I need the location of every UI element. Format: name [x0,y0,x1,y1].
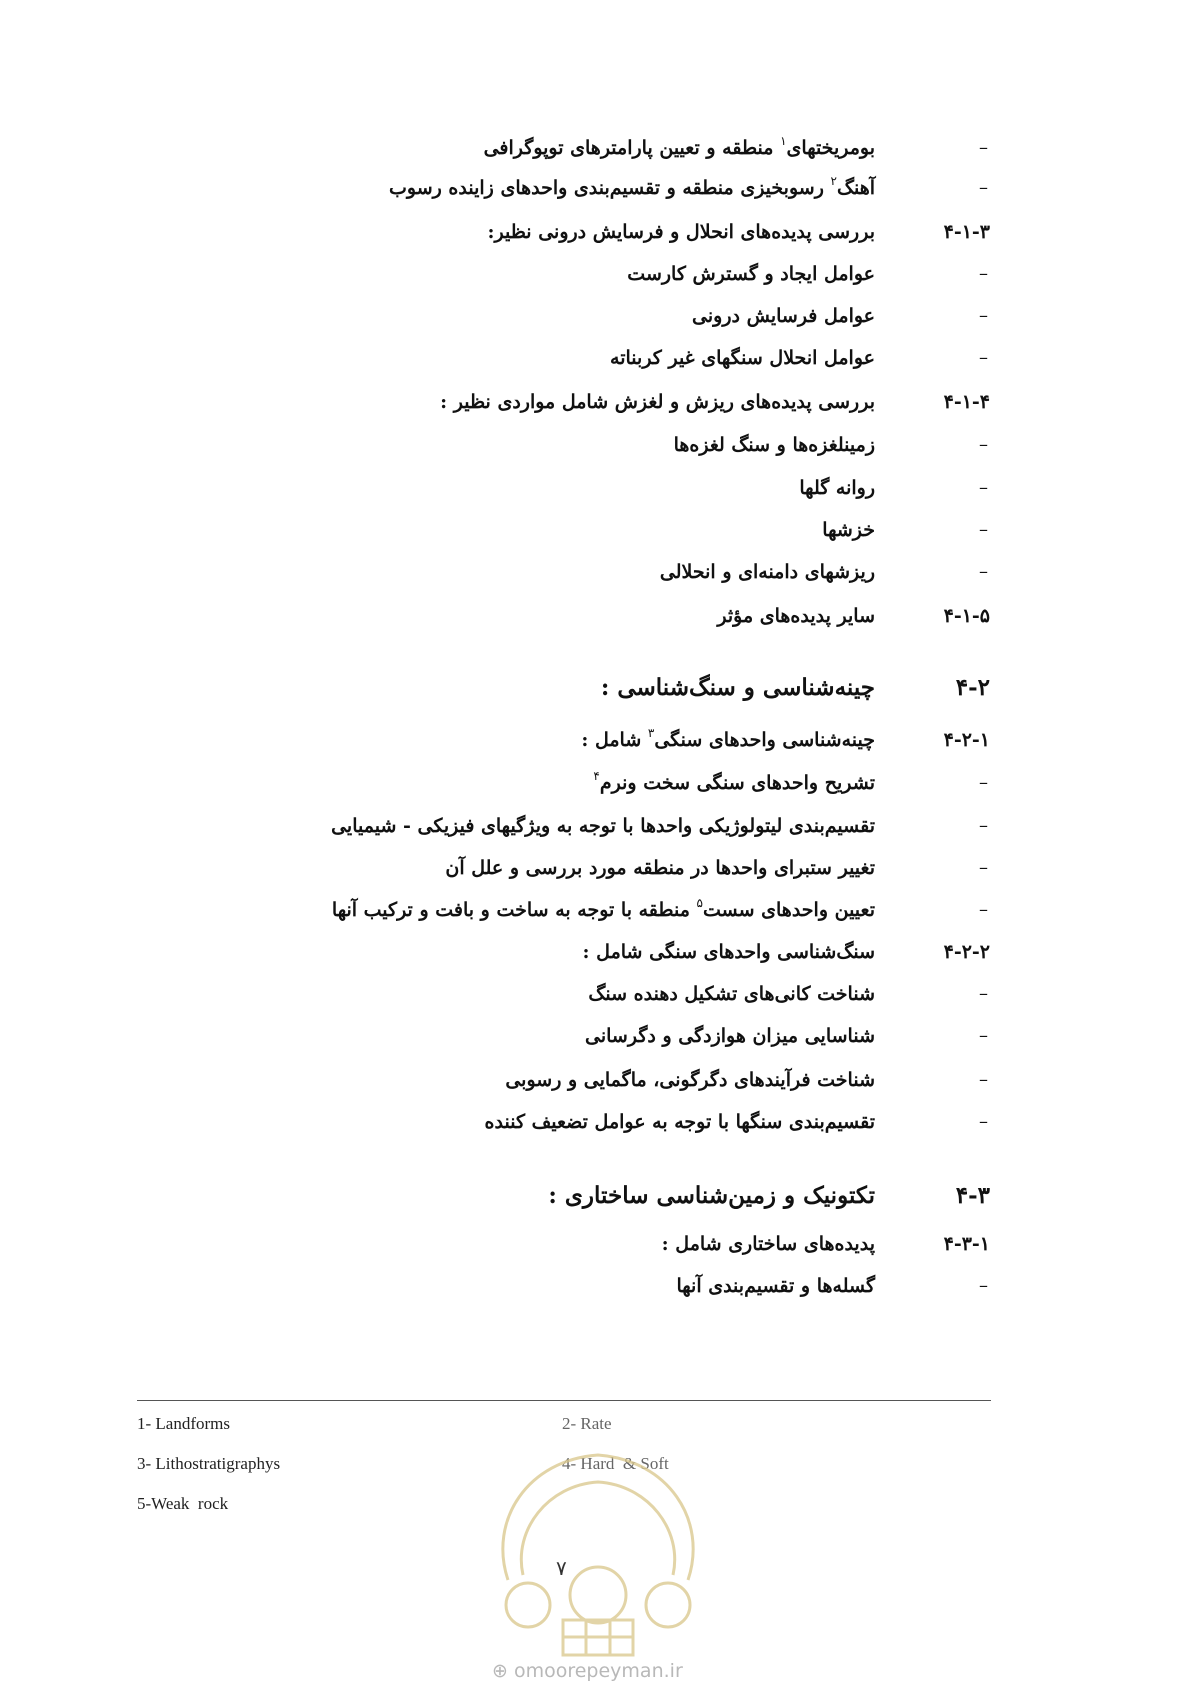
line-text [485,1104,875,1140]
bullet-item [0,470,1190,506]
footnote-1: 1- Landforms [137,1414,231,1433]
line-text-main: ریزشهای دامنه‌ای و انحلالی [659,561,875,583]
line-text-rest: منطقه با توجه به ساخت و بافت و ترکیب آنها [331,899,690,921]
footnote-ref: ۳ [647,726,655,740]
line-text-main: شناخت کانی‌های تشکیل دهنده سنگ [588,983,875,1005]
bullet-dash: – [979,177,988,198]
subsection-line [0,598,1190,634]
bullet-dash: – [979,899,988,920]
watermark-site [492,1660,683,1682]
line-text-main: عوامل ایجاد و گسترش کارست [627,263,875,285]
line-text-main: چینه‌شناسی و سنگ‌شناسی : [600,674,875,701]
section-number: ۴-۱-۳ [943,221,990,243]
bullet-item [0,1268,1190,1304]
footnote-5: 5-Weak rock [137,1494,229,1513]
bullet-dash: – [979,561,988,582]
bullet-dash: – [979,1111,988,1132]
line-text [717,598,875,634]
section-number: ۴-۱-۵ [943,605,990,627]
bullet-item [0,256,1190,292]
bullet-item [0,976,1190,1012]
bullet-dash: – [979,1025,988,1046]
line-text [548,1178,875,1214]
line-text [627,256,875,292]
line-text [389,170,875,206]
footnote-4: 4- Hard & Soft [562,1454,669,1473]
bullet-item [0,765,1190,801]
line-text [583,934,875,970]
footnote-2: 2- Rate [562,1414,612,1433]
globe-icon: ⊕ [492,1660,508,1682]
line-text [674,427,875,463]
line-text-rest: شامل : [581,729,642,751]
line-text-main: عوامل انحلال سنگهای غیر کربناته [610,347,875,369]
bullet-dash: – [979,434,988,455]
footnote-ref: ۱ [780,134,787,148]
footnote-ref: ۲ [830,174,837,188]
line-text-rest: منطقه و تعیین پارامترهای توپوگرافی [483,137,774,159]
line-text [692,298,875,334]
line-text-main: عوامل فرسایش درونی [692,305,875,327]
line-text [799,470,875,506]
bullet-item [0,808,1190,844]
bullet-dash: – [979,815,988,836]
line-text-main: روانه گلها [799,477,875,499]
line-text-main: سنگ‌شناسی واحدهای سنگی شامل : [582,941,875,963]
subsection-line [0,722,1190,758]
line-text [662,1226,875,1262]
line-text [660,554,875,590]
bullet-item [0,340,1190,376]
bullet-item [0,1104,1190,1140]
line-text [440,384,875,420]
line-text [610,340,875,376]
bullet-item [0,554,1190,590]
footnote-3: 3- Lithostratigraphys [137,1454,281,1473]
subsection-line [0,214,1190,250]
footnote-ref: ۴ [593,769,600,783]
line-text-main: تشریح واحدهای سنگی سخت ونرم [599,772,875,794]
line-text-main: بررسی پدیده‌های انحلال و فرسایش درونی نظیر: [487,221,875,243]
line-text-main: تعیین واحدهای سست [703,899,875,921]
line-text-main: آهنگ [836,177,875,199]
line-text-rest: رسوبخیزی منطقه و تقسیم‌بندی واحدهای زاینده رسوب [389,177,824,199]
line-text [601,670,875,706]
line-text-main: تقسیم‌بندی لیتولوژیکی واحدها با توجه به ویژگیهای فیزیکی - شیمیایی [331,815,875,837]
line-text [593,765,875,801]
subsection-line [0,934,1190,970]
bullet-item [0,892,1190,928]
line-text-main: گسله‌ها و تقسیم‌بندی آنها [676,1275,875,1297]
bullet-dash: – [979,347,988,368]
bullet-item [0,130,1190,166]
bullet-dash: – [979,1275,988,1296]
line-text-main: چینه‌شناسی واحدهای سنگی [654,729,875,751]
line-text-main: تقسیم‌بندی سنگها با توجه به عوامل تضعیف کننده [484,1111,875,1133]
page-number: ۷ [556,1556,567,1580]
line-text-main: زمینلغزه‌ها و سنگ لغزه‌ها [673,434,875,456]
bullet-dash: – [979,772,988,793]
section-number: ۴-۲-۲ [943,941,990,963]
subsection-line [0,1226,1190,1262]
bullet-dash: – [979,305,988,326]
line-text-main: شناخت فرآیندهای دگرگونی، ماگمایی و رسوبی [505,1069,875,1091]
section-number: ۴-۲-۱ [943,729,990,751]
section-number: ۴-۳ [955,1182,990,1209]
bullet-item [0,512,1190,548]
footnote-ref: ۵ [696,896,703,910]
subsection-line [0,384,1190,420]
line-text [445,850,875,886]
bullet-dash: – [979,983,988,1004]
bullet-dash: – [979,1069,988,1090]
bullet-item [0,1062,1190,1098]
footnote-divider [137,1400,991,1401]
bullet-dash: – [979,519,988,540]
bullet-dash: – [979,263,988,284]
section-number: ۴-۱-۴ [943,391,990,413]
watermark-logo [468,1430,728,1660]
line-text [676,1268,875,1304]
line-text [331,808,875,844]
section-heading [0,670,1190,706]
line-text-main: پدیده‌های ساختاری شامل : [661,1233,875,1255]
line-text [487,214,875,250]
bullet-item [0,850,1190,886]
line-text-main: سایر پدیده‌های مؤثر [717,605,875,627]
line-text-main: تغییر ستبرای واحدها در منطقه مورد بررسی و علل آن [445,857,875,879]
line-text [585,1018,875,1054]
line-text [505,1062,875,1098]
bullet-dash: – [979,477,988,498]
line-text-main: بررسی پدیده‌های ریزش و لغزش شامل مواردی نظیر : [440,391,875,413]
bullet-item [0,427,1190,463]
line-text [581,722,875,758]
line-text-main: خزشها [822,519,875,541]
line-text [484,130,875,166]
watermark-site-text: omoorepeyman.ir [513,1660,683,1682]
line-text-main: تکتونیک و زمین‌شناسی ساختاری : [548,1182,875,1209]
line-text [822,512,875,548]
line-text-main: بومریختهای [786,137,875,159]
section-heading [0,1178,1190,1214]
section-number: ۴-۲ [955,674,990,701]
bullet-item [0,298,1190,334]
bullet-dash: – [979,137,988,158]
line-text-main: شناسایی میزان هوازدگی و دگرسانی [585,1025,875,1047]
line-text [588,976,875,1012]
line-text [332,892,875,928]
bullet-dash: – [979,857,988,878]
section-number: ۴-۳-۱ [943,1233,990,1255]
bullet-item [0,170,1190,206]
bullet-item [0,1018,1190,1054]
